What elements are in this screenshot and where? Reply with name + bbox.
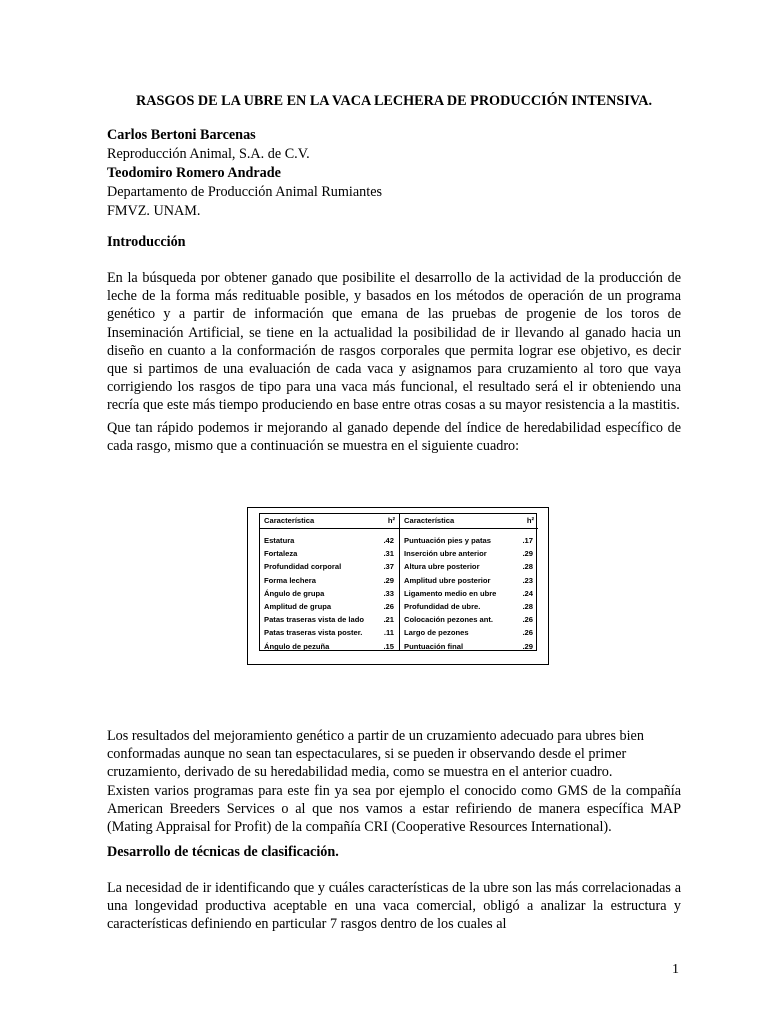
heritability-value: .26 bbox=[522, 615, 533, 625]
trait-name: Colocación pezones ant. bbox=[404, 615, 494, 625]
table-row bbox=[260, 613, 399, 626]
authors-block bbox=[107, 126, 681, 221]
trait-name: Altura ubre posterior bbox=[404, 562, 480, 572]
heritability-value: .29 bbox=[522, 549, 533, 559]
heritability-value: .28 bbox=[522, 601, 533, 611]
heritability-value: .15 bbox=[383, 641, 394, 651]
document-title: RASGOS DE LA UBRE EN LA VACA LECHERA DE PRODUCCIÓN INTENSIVA. bbox=[136, 93, 652, 109]
header-heritability: h² bbox=[526, 516, 534, 525]
heritability-value: .26 bbox=[522, 628, 533, 638]
heritability-value: .31 bbox=[383, 549, 394, 559]
trait-name: Profundidad de ubre. bbox=[404, 601, 481, 611]
paragraph-intro-1: En la búsqueda por obtener ganado que posibilite el desarrollo de la actividad de la producción de leche de la forma más redituable posible, y basados en los métodos de operación de un programa genético y a partir de información que emana de las pruebas de progenie de los toros de Inseminación Artificial, se tiene en la actualidad la posibilidad de ir llevando al ganado hacia un diseño en cuanto a la conformación de rasgos corporales que permita lograr ese objetivo, es decir que si partimos de una evaluación de cada vaca y asignamos para cruzamiento al toro que vaya corrigiendo los rasgos de tipo para una vaca más funcional, el resultado será el ir obteniendo una recría que este más tiempo produciendo en base entre otras cosas a su mayor resistencia a la mastitis. bbox=[107, 270, 681, 414]
trait-name: Largo de pezones bbox=[404, 628, 469, 638]
trait-name: Amplitud ubre posterior bbox=[404, 575, 491, 585]
paragraph-results: Los resultados del mejoramiento genético a partir de un cruzamiento adecuado para ubres bien conformadas aunque no sean tan espectaculares, si se pueden ir observando desde el primer cruzamiento, derivado de su heredabilidad media, como se muestra en el anterior cuadro. bbox=[107, 728, 644, 781]
trait-name: Profundidad corporal bbox=[264, 562, 342, 572]
paragraph-development-1: La necesidad de ir identificando que y cuáles características de la ubre son las más correlacionadas a una longevidad productiva aceptable en una vaca comercial, obligó a analizar la estructura y características definiendo en particular 7 rasgos dentro de los cuales al bbox=[107, 880, 681, 933]
table-rows-right bbox=[400, 529, 538, 653]
trait-name: Estatura bbox=[264, 536, 295, 545]
paragraph-intro-2: Que tan rápido podemos ir mejorando al ganado depende del índice de heredabilidad específico de cada rasgo, mismo que a continuación se muestra en el siguiente cuadro: bbox=[107, 420, 681, 455]
section-heading-development: Desarrollo de técnicas de clasificación. bbox=[107, 844, 339, 860]
table-row bbox=[260, 626, 399, 639]
heritability-table bbox=[259, 513, 537, 651]
header-characteristic: Característica bbox=[404, 516, 455, 525]
trait-name: Puntuación pies y patas bbox=[404, 536, 491, 545]
trait-name: Ligamento medio en ubre bbox=[404, 588, 497, 598]
author-affiliation-2b: FMVZ. UNAM. bbox=[107, 203, 201, 219]
table-column-right bbox=[399, 514, 538, 650]
author-affiliation-1: Reproducción Animal, S.A. de C.V. bbox=[107, 146, 310, 162]
section-heading-intro: Introducción bbox=[107, 234, 186, 250]
table-header-right bbox=[400, 514, 538, 529]
table-row bbox=[260, 600, 399, 613]
heritability-value: .29 bbox=[383, 575, 394, 585]
table-row bbox=[260, 640, 399, 653]
heritability-value: .11 bbox=[383, 628, 394, 638]
trait-name: Patas traseras vista poster. bbox=[264, 628, 363, 638]
trait-name: Puntuación final bbox=[404, 641, 464, 651]
trait-name: Inserción ubre anterior bbox=[404, 549, 487, 559]
heritability-value: .23 bbox=[522, 575, 533, 585]
trait-name: Amplitud de grupa bbox=[264, 601, 332, 611]
table-header-left bbox=[260, 514, 399, 529]
table-row bbox=[400, 587, 538, 600]
heritability-value: .28 bbox=[522, 562, 533, 572]
table-row bbox=[400, 560, 538, 573]
trait-name: Ángulo de pezuña bbox=[264, 641, 330, 651]
table-row bbox=[400, 534, 538, 547]
heritability-value: .24 bbox=[522, 588, 533, 598]
heritability-value: .37 bbox=[383, 562, 394, 572]
trait-name: Patas traseras vista de lado bbox=[264, 615, 365, 625]
heritability-value: .33 bbox=[383, 588, 394, 598]
table-row bbox=[260, 560, 399, 573]
heritability-value: .21 bbox=[383, 615, 394, 625]
table-row bbox=[400, 600, 538, 613]
heritability-table-frame bbox=[247, 507, 549, 665]
table-column-left bbox=[260, 514, 399, 650]
heritability-value: .26 bbox=[383, 601, 394, 611]
heritability-value: .29 bbox=[522, 641, 533, 651]
table-row bbox=[400, 613, 538, 626]
trait-name: Fortaleza bbox=[264, 549, 298, 559]
paragraph-programs: Existen varios programas para este fin ya sea por ejemplo el conocido como GMS de la compañía American Breeders Services o al que nos vamos a estar refiriendo de manera específica MAP (Mating Appraisal for Profit) de la compañía CRI (Cooperative Resources International). bbox=[107, 783, 681, 836]
heritability-value: .42 bbox=[383, 536, 394, 545]
table-rows-left bbox=[260, 529, 399, 653]
heritability-value: .17 bbox=[522, 536, 533, 545]
table-row bbox=[260, 574, 399, 587]
trait-name: Forma lechera bbox=[264, 575, 316, 585]
table-row bbox=[260, 534, 399, 547]
table-row bbox=[400, 640, 538, 653]
table-row bbox=[260, 547, 399, 560]
table-row bbox=[260, 587, 399, 600]
table-row bbox=[400, 626, 538, 639]
header-heritability: h² bbox=[387, 516, 395, 525]
table-row bbox=[400, 574, 538, 587]
author-name-1: Carlos Bertoni Barcenas bbox=[107, 127, 256, 143]
trait-name: Ángulo de grupa bbox=[264, 588, 325, 598]
table-row bbox=[400, 547, 538, 560]
page-number: 1 bbox=[672, 962, 679, 977]
author-name-2: Teodomiro Romero Andrade bbox=[107, 165, 281, 181]
author-affiliation-2: Departamento de Producción Animal Rumiantes bbox=[107, 184, 383, 200]
header-characteristic: Característica bbox=[264, 516, 315, 525]
